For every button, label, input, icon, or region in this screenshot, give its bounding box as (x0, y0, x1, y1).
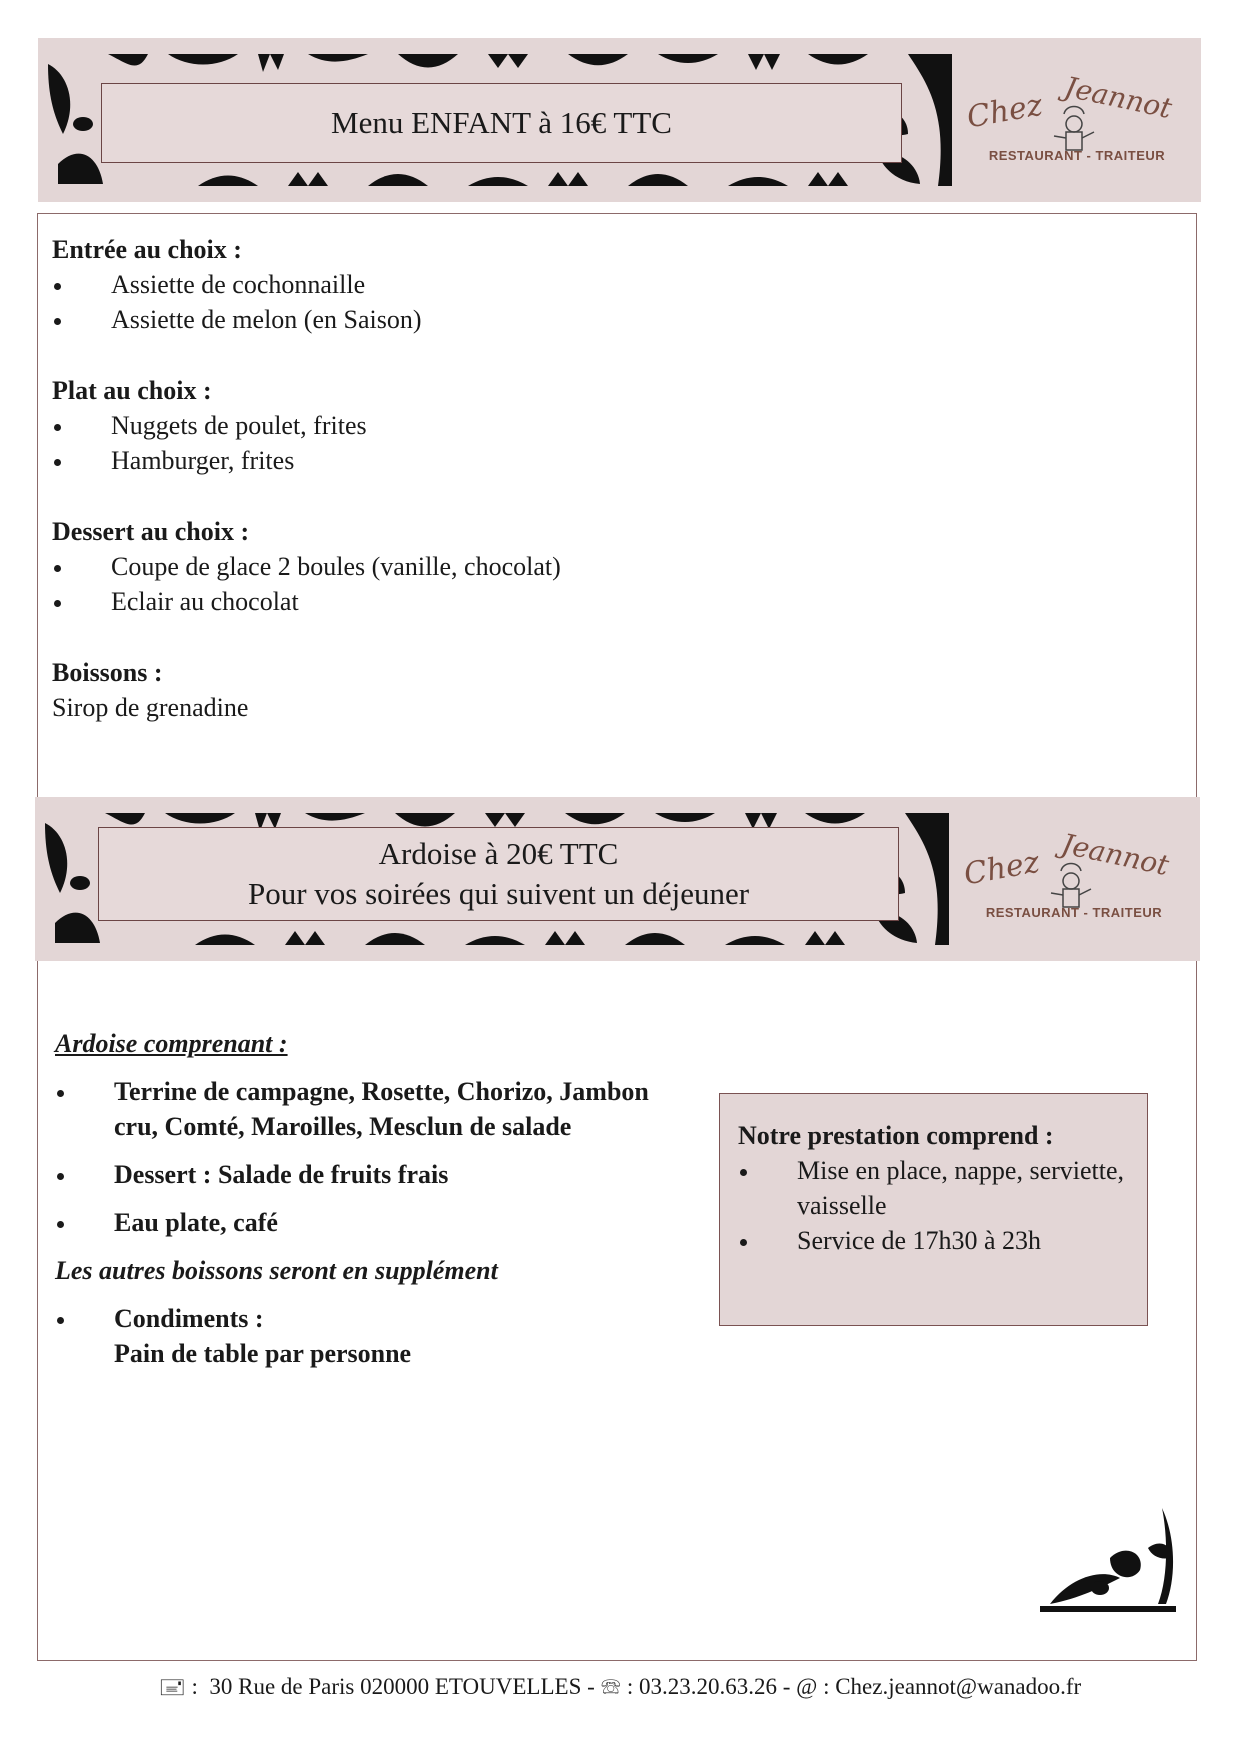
boissons-text: Sirop de grenadine (52, 693, 249, 722)
logo-tagline: RESTAURANT - TRAITEUR (985, 905, 1163, 920)
footer: 🖃 : 30 Rue de Paris 020000 ETOUVELLES - ☏ : 03.23.20.63.26 - @ : Chez.jeannot@wanadoo.fr (158, 1674, 1082, 1699)
chez-jeannot-logo (962, 66, 1192, 176)
ardoise-content (55, 1026, 695, 1384)
entree-group (52, 232, 561, 337)
list-item: Hamburger, frites (52, 443, 561, 478)
logo-tagline: RESTAURANT - TRAITEUR (988, 148, 1166, 163)
menu-enfant-content (52, 232, 561, 761)
chez-jeannot-logo (959, 823, 1189, 933)
list-item: Service de 17h30 à 23h (738, 1223, 1129, 1258)
chef-icon (1054, 107, 1094, 151)
condiments-label: Condiments : (114, 1304, 264, 1333)
svg-text:Jeannot: Jeannot (1061, 70, 1175, 126)
phone-text: 03.23.20.63.26 (638, 1674, 777, 1699)
condiments-item (55, 1301, 695, 1371)
list-item: Nuggets de poulet, frites (52, 408, 561, 443)
boissons-group (52, 655, 561, 725)
ardoise-banner (35, 797, 1200, 961)
ardoise-subtitle: Pour vos soirées qui suivent un déjeuner (247, 876, 750, 911)
corner-ornament (1040, 1508, 1176, 1612)
ardoise-subheading: Ardoise comprenant : (55, 1029, 288, 1058)
svg-text:Chez: Chez (961, 844, 1043, 893)
prestation-box (719, 1093, 1148, 1326)
ardoise-title: Ardoise à 20€ TTC (378, 836, 619, 871)
chef-icon (1051, 864, 1091, 908)
email-link[interactable]: Chez.jeannot@wanadoo.fr (835, 1674, 1082, 1699)
list-item: Mise en place, nappe, serviette, vaisselle (738, 1153, 1129, 1223)
phone-icon: ☏ (600, 1674, 622, 1699)
menu-enfant-banner (38, 38, 1201, 202)
plat-heading: Plat au choix : (52, 376, 212, 405)
at-icon: @ (796, 1674, 818, 1699)
list-item: Assiette de melon (en Saison) (52, 302, 561, 337)
svg-text:Jeannot: Jeannot (1058, 827, 1172, 883)
address-text: 30 Rue de Paris 020000 ETOUVELLES (209, 1674, 582, 1699)
plat-group (52, 373, 561, 478)
svg-text:Chez: Chez (964, 87, 1046, 136)
condiments-text: Pain de table par personne (114, 1339, 412, 1368)
list-item: Terrine de campagne, Rosette, Chorizo, Jambon cru, Comté, Maroilles, Mesclun de salade (55, 1074, 695, 1144)
list-item: Dessert : Salade de fruits frais (55, 1157, 695, 1192)
list-item: Eau plate, café (55, 1205, 695, 1240)
envelope-icon: 🖃 (158, 1674, 186, 1699)
list-item: Eclair au chocolat (52, 584, 561, 619)
entree-heading: Entrée au choix : (52, 235, 242, 264)
menu-enfant-title-box (101, 83, 902, 163)
list-item: Coupe de glace 2 boules (vanille, chocolat) (52, 549, 561, 584)
ardoise-title-box (98, 827, 899, 921)
dessert-group (52, 514, 561, 619)
list-item: Assiette de cochonnaille (52, 267, 561, 302)
boissons-heading: Boissons : (52, 658, 163, 687)
menu-enfant-title: Menu ENFANT à 16€ TTC (331, 105, 672, 140)
prestation-heading: Notre prestation comprend : (738, 1121, 1054, 1150)
dessert-heading: Dessert au choix : (52, 517, 250, 546)
supplement-note: Les autres boissons seront en supplément (55, 1256, 498, 1285)
